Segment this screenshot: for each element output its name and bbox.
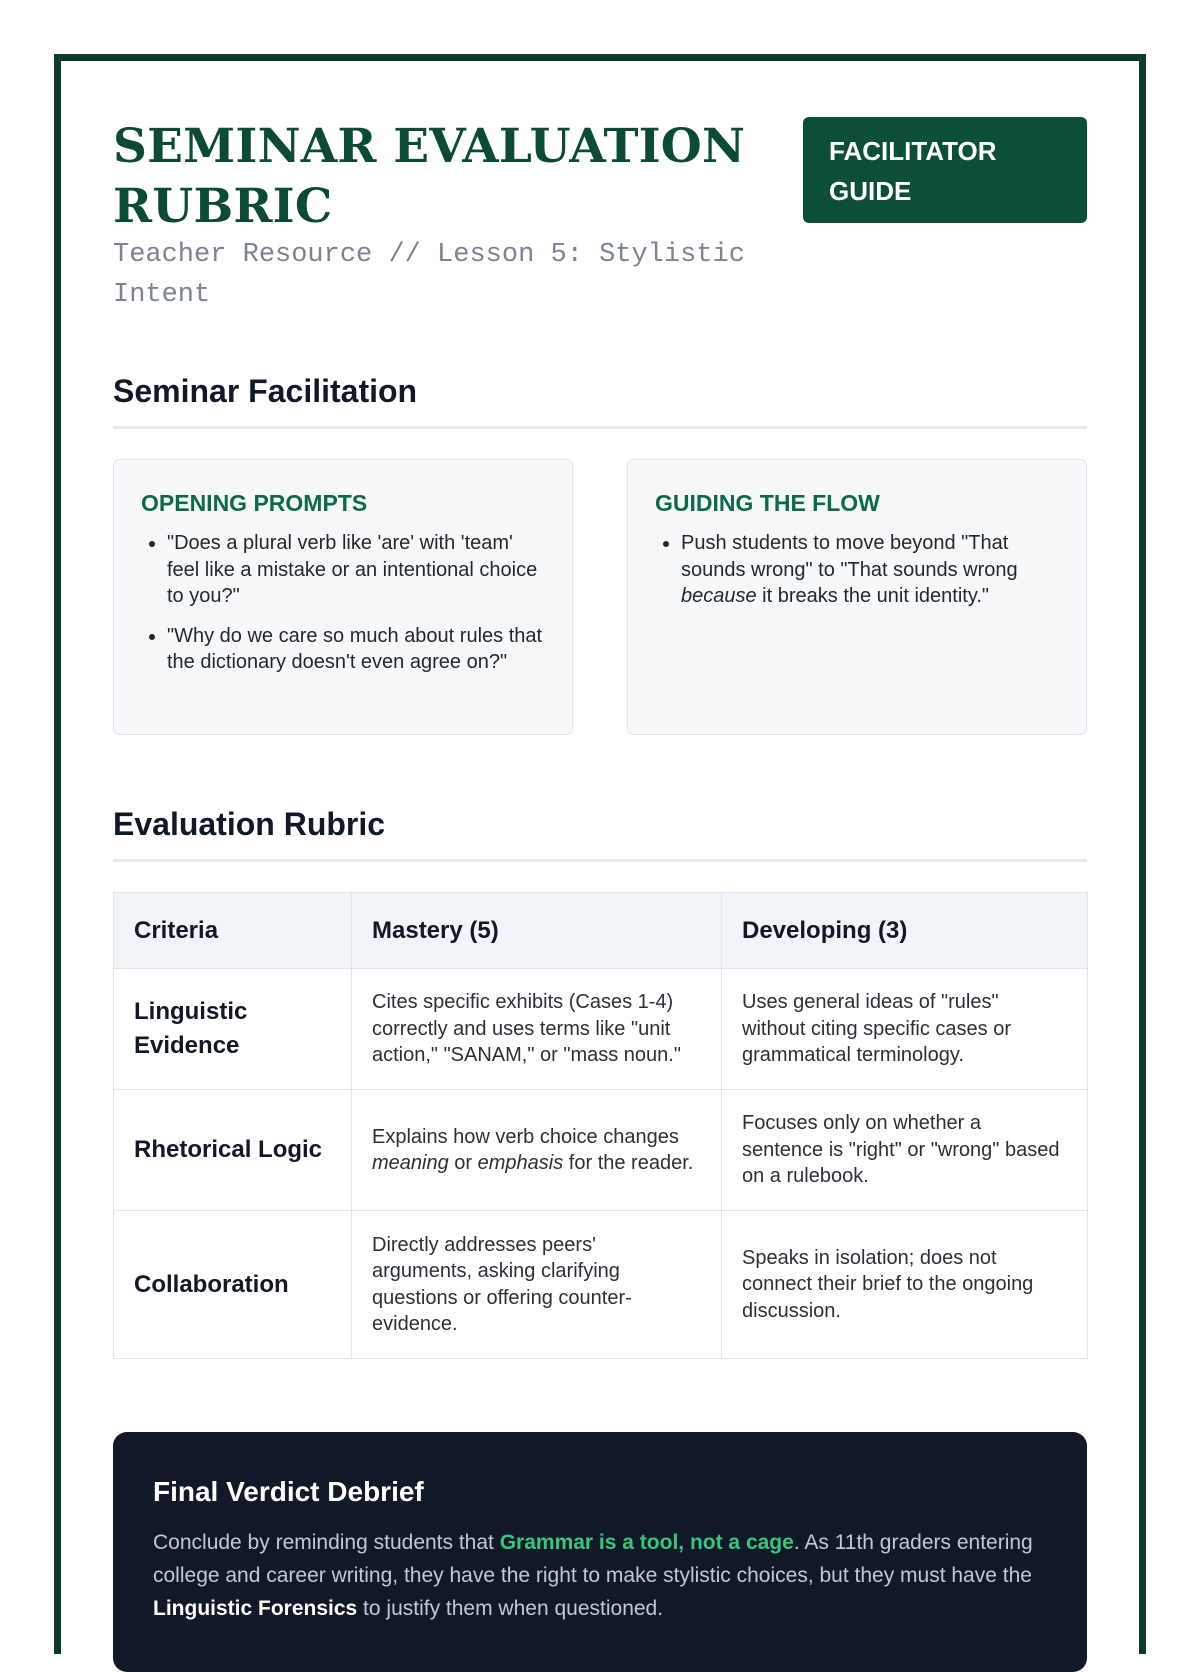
column-header-criteria: Criteria xyxy=(114,893,352,969)
mastery-cell: Cites specific exhibits (Cases 1-4) correctly and uses terms like "unit action," "SANAM," or "mass noun." xyxy=(352,969,722,1090)
mastery-text: for the reader. xyxy=(563,1152,694,1174)
flow-text-start: Push students to move beyond "That sounds wrong" to "That sounds wrong xyxy=(681,532,1018,581)
debrief-text-middle: . As 11th graders entering college and career writing, they have the right to make stylistic choices, but they must have the xyxy=(153,1531,1033,1587)
mastery-text: Explains how verb choice changes xyxy=(372,1125,679,1148)
flow-text-emphasis: because xyxy=(681,585,757,607)
debrief-text xyxy=(153,1526,1047,1625)
table-row xyxy=(114,969,1088,1090)
table-row xyxy=(114,1090,1088,1211)
page-subtitle: Teacher Resource // Lesson 5: Stylistic Intent xyxy=(113,240,745,310)
table-row xyxy=(114,1211,1088,1359)
opening-prompts-list xyxy=(141,530,545,676)
criteria-cell: Collaboration xyxy=(114,1211,352,1359)
section-title-rubric: Evaluation Rubric xyxy=(113,806,1087,862)
card-title-guiding-flow: GUIDING THE FLOW xyxy=(655,490,880,516)
developing-cell: Speaks in isolation; does not connect their brief to the ongoing discussion. xyxy=(722,1211,1088,1359)
table-header-row xyxy=(114,893,1088,969)
debrief-text-start: Conclude by reminding students that xyxy=(153,1531,500,1554)
debrief-title: Final Verdict Debrief xyxy=(153,1476,424,1507)
column-header-mastery: Mastery (5) xyxy=(352,893,722,969)
list-item xyxy=(681,530,1059,610)
debrief-strong: Linguistic Forensics xyxy=(153,1597,358,1620)
mastery-cell: Directly addresses peers' arguments, asking clarifying questions or offering counter-evidence. xyxy=(352,1211,722,1359)
rubric-table xyxy=(113,892,1088,1359)
opening-prompts-card xyxy=(113,459,573,735)
flow-text-end: it breaks the unit identity." xyxy=(756,585,990,607)
list-item: • "Why do we care so much about rules that the dictionary doesn't even agree on?" xyxy=(167,623,545,676)
card-title-opening-prompts: OPENING PROMPTS xyxy=(141,490,368,516)
list-item: • "Does a plural verb like 'are' with 'team' feel like a mistake or an intentional choice to you?" xyxy=(167,530,545,610)
column-header-developing: Developing (3) xyxy=(722,893,1088,969)
document-page xyxy=(54,54,1146,1654)
guiding-flow-list xyxy=(655,530,1059,610)
criteria-cell: Rhetorical Logic xyxy=(114,1090,352,1211)
mastery-emphasis: meaning xyxy=(372,1152,449,1174)
facilitator-guide-badge: FACILITATOR GUIDE xyxy=(803,117,1087,223)
mastery-text: or xyxy=(448,1152,478,1174)
document-header xyxy=(113,117,1087,317)
section-title-facilitation: Seminar Facilitation xyxy=(113,373,1087,429)
debrief-text-end: to justify them when questioned. xyxy=(357,1597,664,1620)
final-verdict-debrief-panel xyxy=(113,1432,1087,1672)
developing-cell: Focuses only on whether a sentence is "right" or "wrong" based on a rulebook. xyxy=(722,1090,1088,1211)
mastery-cell xyxy=(352,1090,722,1211)
criteria-cell: Linguistic Evidence xyxy=(114,969,352,1090)
page-title: SEMINAR EVALUATION RUBRIC xyxy=(113,119,746,234)
mastery-emphasis: emphasis xyxy=(477,1152,564,1174)
guiding-flow-card xyxy=(627,459,1087,735)
debrief-highlight: Grammar is a tool, not a cage xyxy=(499,1531,794,1554)
developing-cell: Uses general ideas of "rules" without citing specific cases or grammatical terminology. xyxy=(722,969,1088,1090)
